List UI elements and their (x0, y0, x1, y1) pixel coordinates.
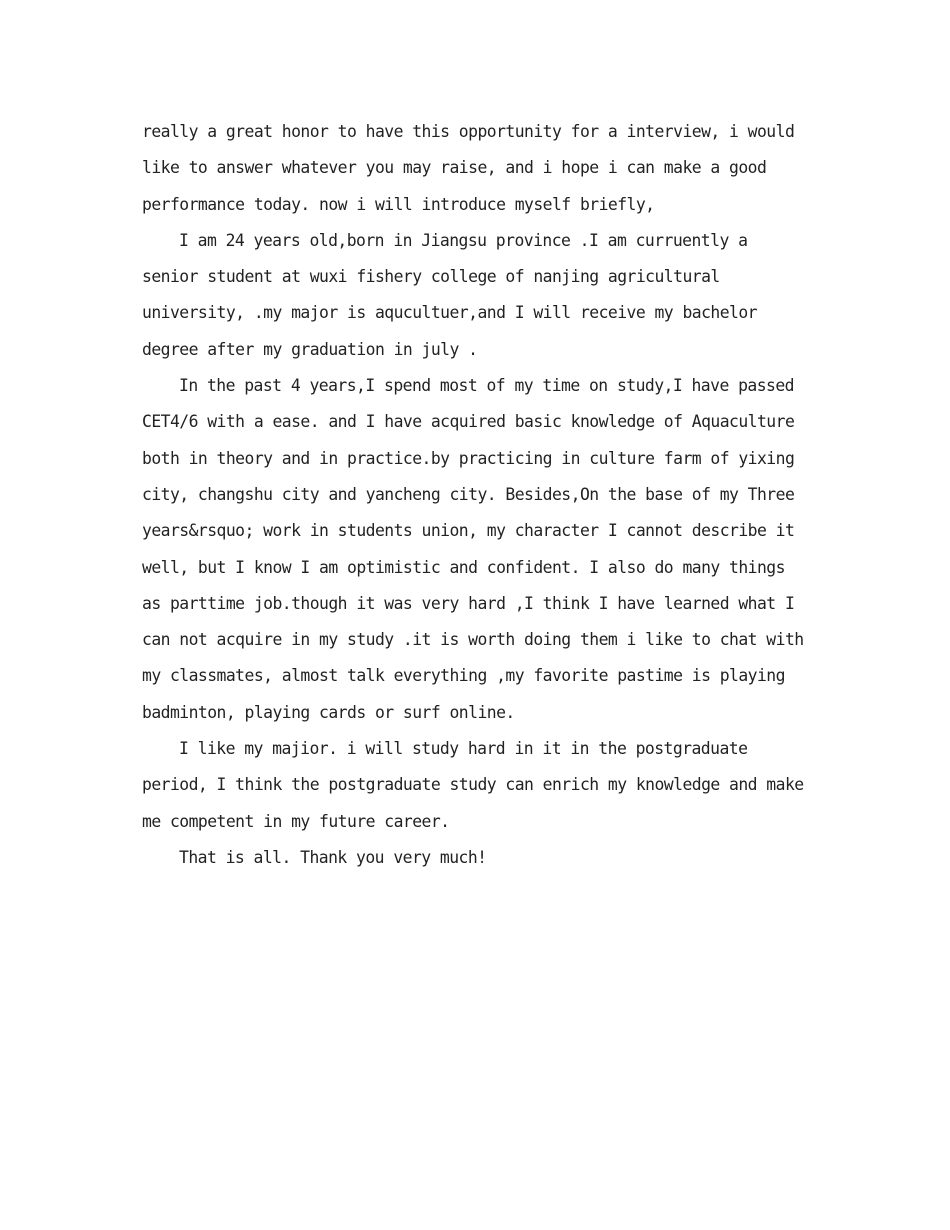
text-line: degree after my graduation in july . (142, 339, 478, 359)
text-line: In the past 4 years,I spend most of my time on study,I have passed (179, 376, 794, 396)
text-line: like to answer whatever you may raise, and i hope i can make a good (142, 158, 767, 178)
text-line: years&rsquo; work in students union, my character I cannot describe it (142, 521, 795, 541)
text-line: That is all. Thank you very much! (179, 847, 487, 867)
paragraph-closing (142, 840, 808, 876)
text-line: my classmates, almost talk everything ,my favorite pastime is playing (142, 666, 785, 686)
text-line: university, .my major is aqucultuer,and I will receive my bachelor (142, 303, 757, 323)
text-line: really a great honor to have this opportunity for a interview, i would (142, 122, 795, 141)
text-line: city, changshu city and yancheng city. Besides,On the base of my Three (142, 484, 795, 504)
text-line: well, but I know I am optimistic and confident. I also do many things (142, 557, 785, 577)
text-line: I like my majior. i will study hard in it in the postgraduate (179, 739, 748, 759)
text-line: I am 24 years old,born in Jiangsu province .I am curruently a (179, 230, 748, 250)
text-line: performance today. now i will introduce myself briefly, (142, 194, 655, 214)
text-line: both in theory and in practice.by practicing in culture farm of yixing (142, 448, 795, 468)
text-line: CET4/6 with a ease. and I have acquired basic knowledge of Aquaculture (142, 412, 795, 432)
paragraph-intro (142, 114, 808, 223)
text-line: senior student at wuxi fishery college of nanjing agricultural (142, 267, 720, 287)
text-line: period, I think the postgraduate study can enrich my knowledge and make (142, 775, 804, 795)
text-line: badminton, playing cards or surf online. (142, 702, 515, 722)
paragraph-experience (142, 368, 808, 731)
text-line: me competent in my future career. (142, 811, 450, 831)
document-body (142, 114, 808, 876)
text-line: as parttime job.though it was very hard ,I think I have learned what I (142, 593, 795, 613)
paragraph-background (142, 223, 808, 368)
text-line: can not acquire in my study .it is worth doing them i like to chat with (142, 630, 804, 650)
paragraph-major (142, 731, 808, 840)
